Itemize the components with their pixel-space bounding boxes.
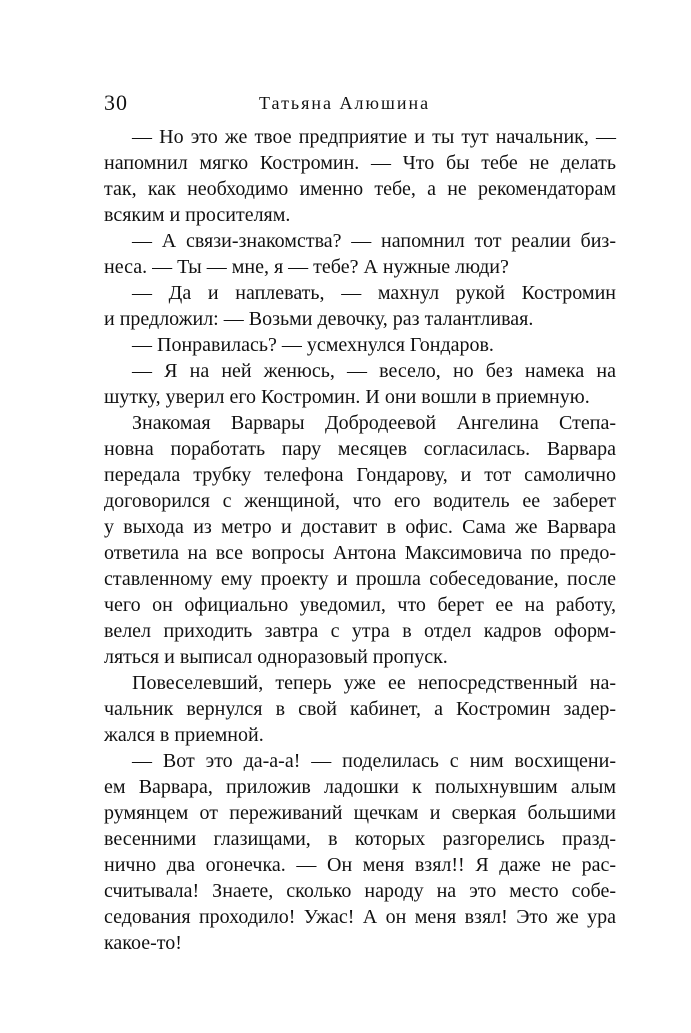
text-line: — Но это же твое предприятие и ты тут начальник, — [132,126,616,148]
text-line: весенними глазищами, в которых разгорелись празд- [104,828,616,850]
text-line: новна поработать пару месяцев согласилась. Варвара [104,438,616,460]
text-line: всяким и просителям. [104,204,291,226]
text-line: и предложил: — Возьми девочку, раз талантливая. [104,308,534,330]
text-line: передала трубку телефона Гондарову, и тот самолично [104,464,616,486]
text-line: чальник вернулся в свой кабинет, а Костромин задер- [104,698,616,720]
text-line: нично два огонечка. — Он меня взял!! Я даже не рас- [104,854,616,876]
text-line: ем Варвара, приложив ладошки к полыхнувшим алым [104,776,616,798]
text-line: румянцем от переживаний щечкам и сверкая большими [104,802,616,824]
text-line: Знакомая Варвары Добродеевой Ангелина Степа- [132,412,616,434]
text-line: велел приходить завтра с утра в отдел кадров оформ- [104,620,616,642]
text-line: ляться и выписал одноразовый пропуск. [104,646,448,668]
text-line: жался в приемной. [104,724,264,746]
text-line: шутку, уверил его Костромин. И они вошли в приемную. [104,386,590,408]
text-line: ответила на все вопросы Антона Максимовича по предо- [104,542,616,564]
text-line: седования проходило! Ужас! А он меня взял! Это же ура [104,906,616,928]
text-line: чего он официально уведомил, что берет ее на работу, [104,594,616,616]
text-line: неса. — Ты — мне, я — тебе? А нужные люди? [104,256,509,278]
text-line: у выхода из метро и доставит в офис. Сама же Варвара [104,516,616,538]
text-line: какое-то! [104,932,182,954]
page-number: 30 [104,90,128,115]
text-line: — Я на ней женюсь, — весело, но без намека на [132,360,616,382]
text-line: так, как необходимо именно тебе, а не рекомендаторам [104,178,616,200]
text-line: — Понравилась? — усмехнулся Гондаров. [132,334,494,356]
page-header [104,88,616,118]
text-line: — А связи-знакомства? — напомнил тот реалии биз- [132,230,616,252]
text-line: — Да и наплевать, — махнул рукой Костромин [132,282,616,304]
text-line: Повеселевший, теперь уже ее непосредственный на- [132,672,616,694]
text-line: — Вот это да-а-а! — поделилась с ним восхищени- [132,750,616,772]
text-line: договорился с женщиной, что его водитель ее заберет [104,490,616,512]
text-line: считывала! Знаете, сколько народу на это место собе- [104,880,616,902]
text-line: ставленному ему проекту и прошла собеседование, после [104,568,616,590]
text-line: напомнил мягко Костромин. — Что бы тебе не делать [104,152,616,174]
running-title: Татьяна Алюшина [259,93,431,113]
